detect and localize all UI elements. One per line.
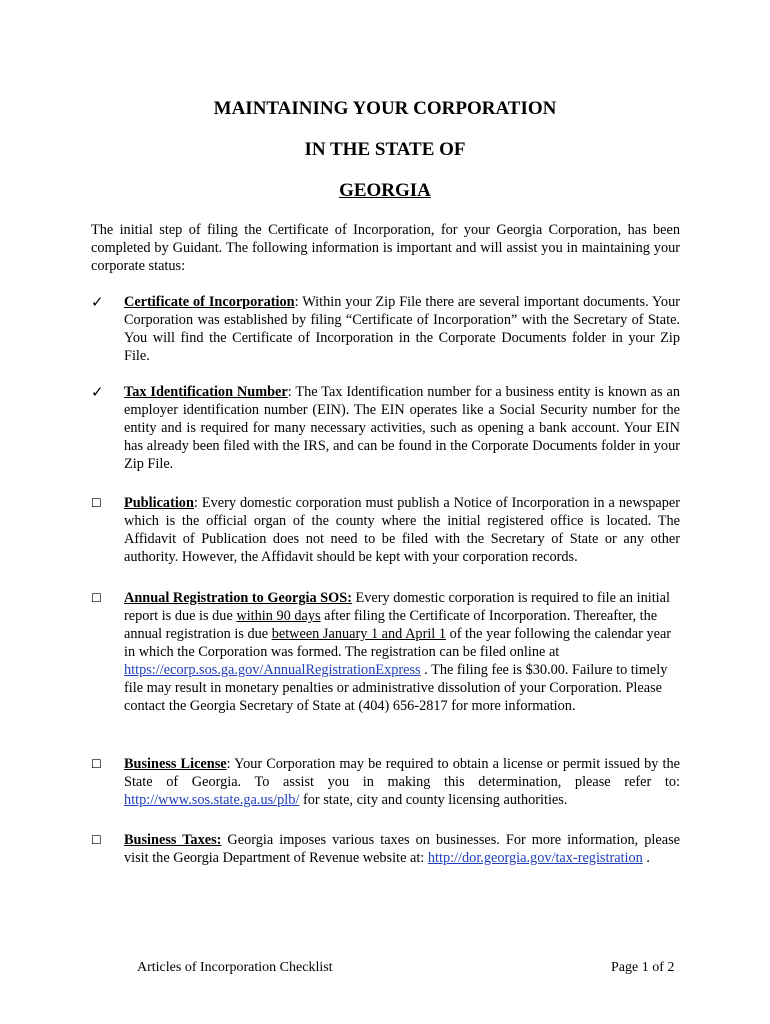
item-heading: Business License xyxy=(124,756,227,772)
item-text xyxy=(124,383,680,473)
item-heading: Certificate of Incorporation xyxy=(124,294,295,310)
deadline-90-days: within 90 days xyxy=(236,608,321,624)
item-body-1: Every domestic corporation is required to file an initial report is due is due xyxy=(124,590,670,624)
annual-registration-link[interactable]: https://ecorp.sos.ga.gov/AnnualRegistrationExpress xyxy=(124,662,421,678)
item-text xyxy=(124,831,680,867)
item-text xyxy=(124,755,680,809)
item-text xyxy=(124,589,680,715)
tax-registration-link[interactable]: http://dor.georgia.gov/tax-registration xyxy=(427,850,643,866)
checkmark-icon: ✓ xyxy=(91,383,104,401)
footer-document-title: Articles of Incorporation Checklist xyxy=(137,960,333,975)
item-heading: Business Taxes: xyxy=(124,832,222,848)
item-text xyxy=(124,293,680,365)
licensing-link[interactable]: http://www.sos.state.ga.us/plb/ xyxy=(124,792,300,808)
checkbox-icon[interactable]: ☐ xyxy=(91,591,102,605)
item-heading: Tax Identification Number xyxy=(124,384,288,400)
item-body: : Within your Zip File there are several important documents. Your Corporation was established by filing “Certificate of Incorporation” with the Secretary of State. You will find the Certificate of Incorporation in the Corporate Documents folder in your Zip File. xyxy=(124,294,680,364)
item-body-2: for state, city and county licensing authorities. xyxy=(299,792,568,808)
checkmark-icon: ✓ xyxy=(91,293,104,311)
item-body-1: : Your Corporation may be required to obtain a license or permit issued by the State of Georgia. To assist you in making this determination, please refer to: xyxy=(124,756,680,790)
item-text xyxy=(124,494,680,566)
item-body-2: . xyxy=(642,850,650,866)
deadline-window: between January 1 and April 1 xyxy=(271,626,446,642)
item-heading: Publication xyxy=(124,495,194,511)
item-body-2: after filing the Certificate of Incorporation. Thereafter, the annual registration is due xyxy=(124,608,658,642)
intro-paragraph: The initial step of filing the Certificate of Incorporation, for your Georgia Corporation, has been completed by Guidant. The following information is important and will assist you in maintaining your corporate status: xyxy=(91,222,680,274)
footer-page-number: Page 1 of 2 xyxy=(611,960,675,975)
checkbox-icon[interactable]: ☐ xyxy=(91,757,102,771)
item-heading: Annual Registration to Georgia SOS: xyxy=(124,590,352,606)
item-body-3: of the year following the calendar year in which the Corporation was formed. The registration can be filed online at xyxy=(124,626,672,660)
title-line-3: GEORGIA xyxy=(339,180,431,201)
title-line-2: IN THE STATE OF xyxy=(304,139,466,160)
checkbox-icon[interactable]: ☐ xyxy=(91,833,102,847)
title-line-1: MAINTAINING YOUR CORPORATION xyxy=(213,98,557,119)
item-body-1: Georgia imposes various taxes on businesses. For more information, please visit the Georgia Department of Revenue website at: xyxy=(124,832,680,866)
item-body: : The Tax Identification number for a business entity is known as an employer identification number (EIN). The EIN operates like a Social Security number for the entity and is required for many necessary activities, such as opening a bank account. Your EIN has already been filed with the IRS, and can be found in the Corporate Documents folder in your Zip File. xyxy=(124,384,680,472)
item-body: : Every domestic corporation must publish a Notice of Incorporation in a newspaper which is the official organ of the county where the initial registered office is located. The Affidavit of Publication does not need to be filed with the Secretary of State or any other authority. However, the Affidavit should be kept with your corporation records. xyxy=(124,495,680,565)
item-body-4: . The filing fee is $30.00. Failure to timely file may result in monetary penalties or administrative dissolution of your Corporation. Please contact the Georgia Secretary of State at (404) 656-2817 for more information. xyxy=(124,662,668,714)
checkbox-icon[interactable]: ☐ xyxy=(91,496,102,510)
